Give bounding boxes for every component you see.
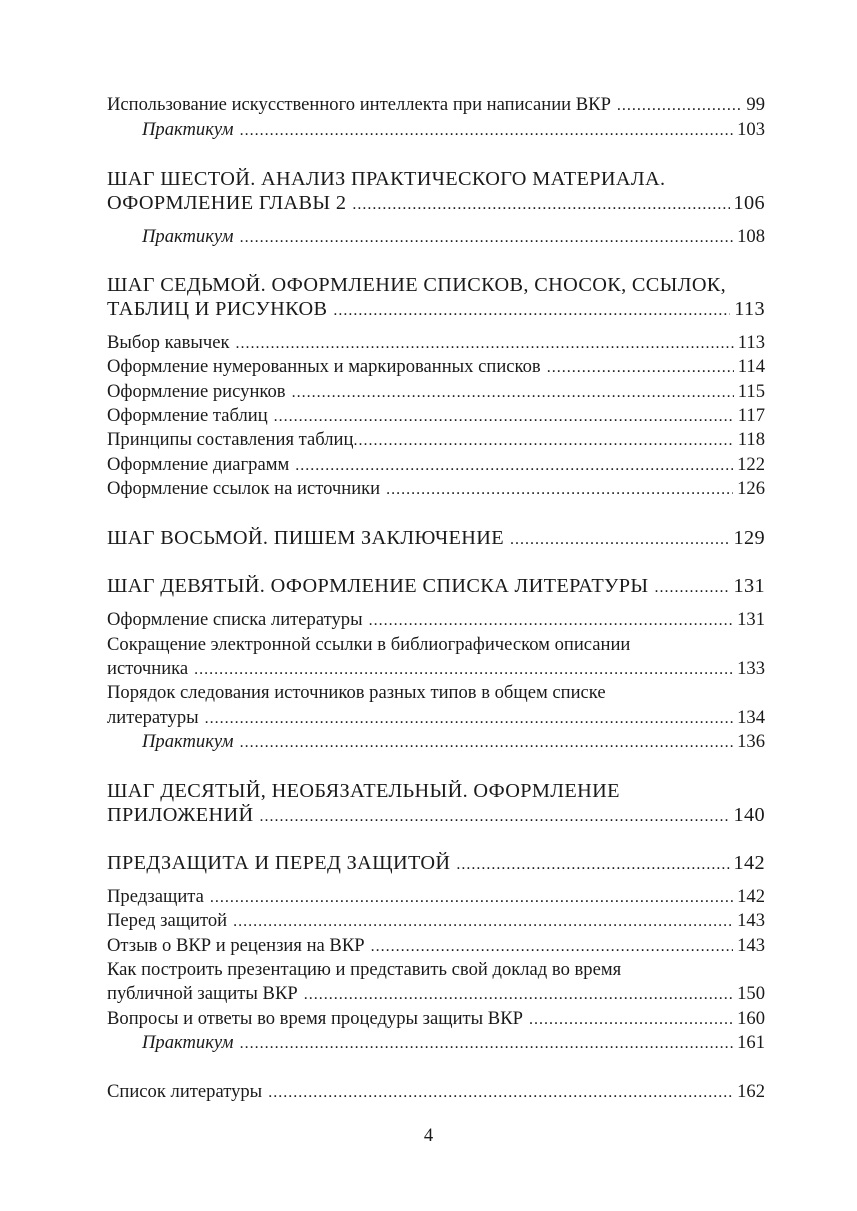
dot-leader <box>240 1032 734 1056</box>
toc-entry-praktikum[interactable] <box>107 118 765 143</box>
toc-entry-title: Сокращение электронной ссылки в библиографическом описании <box>107 634 631 655</box>
dot-leader <box>194 658 733 682</box>
toc-entry-praktikum[interactable] <box>107 730 765 755</box>
toc-chapter-title: ШАГ ДЕВЯТЫЙ. ОФОРМЛЕНИЕ СПИСКА ЛИТЕРАТУРЫ <box>107 575 649 597</box>
toc-page-number: 103 <box>737 119 765 140</box>
dot-leader <box>274 405 734 429</box>
toc-chapter-title: ШАГ ШЕСТОЙ. АНАЛИЗ ПРАКТИЧЕСКОГО МАТЕРИАЛА. <box>107 168 666 190</box>
toc-entry-title: Отзыв о ВКР и рецензия на ВКР <box>107 935 365 956</box>
toc-entry-title: Практикум <box>142 731 234 752</box>
toc-page-number: 129 <box>733 527 765 549</box>
toc-chapter-predzaschita[interactable] <box>107 851 765 877</box>
dot-leader <box>295 454 733 478</box>
toc-chapter-title: ПРЕДЗАЩИТА И ПЕРЕД ЗАЩИТОЙ <box>107 852 451 874</box>
toc-entry-bibliography[interactable] <box>107 1080 765 1105</box>
toc-entry-title: Практикум <box>142 119 234 140</box>
toc-page-number: 133 <box>737 658 765 679</box>
toc-entry-references[interactable] <box>107 477 765 502</box>
dot-leader <box>353 429 733 453</box>
toc-entry-title: Как построить презентацию и представить свой доклад во время <box>107 959 622 980</box>
toc-page-number: 143 <box>737 935 765 956</box>
dot-leader <box>371 935 734 959</box>
toc-page-number: 134 <box>737 707 765 728</box>
toc-entry-title: Практикум <box>142 226 234 247</box>
toc-entry-figures[interactable] <box>107 380 765 405</box>
toc-page-number: 131 <box>733 575 765 597</box>
toc-chapter-step10[interactable] <box>107 803 765 829</box>
toc-page-number: 113 <box>734 298 765 320</box>
dot-leader <box>529 1008 733 1032</box>
toc-entry-title: Оформление диаграмм <box>107 454 290 475</box>
toc-page-number: 140 <box>733 804 765 826</box>
toc-chapter-title: ШАГ СЕДЬМОЙ. ОФОРМЛЕНИЕ СПИСКОВ, СНОСОК, ССЫЛОК, <box>107 274 727 296</box>
toc-page-number: 115 <box>737 381 765 402</box>
dot-leader <box>654 576 729 600</box>
toc-chapter-title: ТАБЛИЦ И РИСУНКОВ <box>107 298 328 320</box>
dot-leader <box>547 356 734 380</box>
dot-leader <box>386 478 733 502</box>
toc-chapter-title: ПРИЛОЖЕНИЙ <box>107 804 254 826</box>
toc-entry-lit-list[interactable] <box>107 608 765 633</box>
toc-entry-title: Оформление таблиц <box>107 405 268 426</box>
dot-leader <box>240 119 734 143</box>
toc-page-number: 99 <box>746 94 765 115</box>
toc-entry-quotes[interactable] <box>107 331 765 356</box>
toc-page-number: 142 <box>737 886 765 907</box>
dot-leader <box>236 332 734 356</box>
toc-page-number: 131 <box>737 609 765 630</box>
dot-leader <box>240 226 734 250</box>
toc-entry-title: Оформление ссылок на источники <box>107 478 381 499</box>
toc-chapter-title: ОФОРМЛЕНИЕ ГЛАВЫ 2 <box>107 192 347 214</box>
toc-entry-short-link-line1[interactable] <box>107 633 765 657</box>
toc-entry-tables[interactable] <box>107 404 765 429</box>
toc-page-number: 117 <box>737 405 765 426</box>
toc-chapter-step8[interactable] <box>107 526 765 552</box>
dot-leader <box>617 94 742 118</box>
toc-page-number: 118 <box>737 429 765 450</box>
toc-entry-source-order[interactable] <box>107 706 765 731</box>
toc-entry-title: Практикум <box>142 1032 234 1053</box>
toc-entry-title: Принципы составления таблиц <box>107 429 354 450</box>
toc-page-number: 106 <box>733 192 765 214</box>
toc-entry-presentation-line1[interactable] <box>107 958 765 982</box>
toc-entry-title: источника <box>107 658 189 679</box>
toc-chapter-title: ШАГ ВОСЬМОЙ. ПИШЕМ ЗАКЛЮЧЕНИЕ <box>107 527 504 549</box>
toc-chapter-step10-line1[interactable] <box>107 779 765 803</box>
dot-leader <box>510 528 730 552</box>
toc-entry-title: Оформление рисунков <box>107 381 286 402</box>
dot-leader <box>352 193 729 217</box>
toc-page-number: 113 <box>737 332 765 353</box>
dot-leader <box>292 381 734 405</box>
toc-entry-review[interactable] <box>107 934 765 959</box>
toc-page-number: 122 <box>737 454 765 475</box>
toc-entry-title: литературы <box>107 707 199 728</box>
toc-page-number: 160 <box>737 1008 765 1029</box>
dot-leader <box>210 886 733 910</box>
toc-page-number: 114 <box>737 356 765 377</box>
dot-leader <box>369 609 734 633</box>
toc-entry-presentation[interactable] <box>107 982 765 1007</box>
toc-chapter-step6-line1[interactable] <box>107 167 765 191</box>
dot-leader <box>259 805 729 829</box>
toc-page-number: 162 <box>737 1081 765 1102</box>
toc-page-number: 142 <box>733 852 765 874</box>
toc-page-number: 136 <box>737 731 765 752</box>
toc-chapter-step7-line1[interactable] <box>107 273 765 297</box>
dot-leader <box>456 853 729 877</box>
toc-entry-source-order-line1[interactable] <box>107 681 765 705</box>
dot-leader <box>304 983 733 1007</box>
toc-entry-before-defense[interactable] <box>107 909 765 934</box>
dot-leader <box>333 299 730 323</box>
page-number: 4 <box>423 1125 434 1146</box>
toc-entry-qa[interactable] <box>107 1007 765 1032</box>
toc-page-number: 108 <box>737 226 765 247</box>
toc-page-number: 150 <box>737 983 765 1004</box>
toc-entry-title: Перед защитой <box>107 910 228 931</box>
dot-leader <box>205 707 733 731</box>
dot-leader <box>268 1081 733 1105</box>
toc-entry-ai-usage[interactable] <box>107 93 765 118</box>
toc-entry-title: Предзащита <box>107 886 204 907</box>
toc-entry-title: Выбор кавычек <box>107 332 230 353</box>
toc-chapter-step9[interactable] <box>107 574 765 600</box>
toc-entry-table-principles[interactable] <box>107 428 765 453</box>
toc-entry-lists[interactable] <box>107 355 765 380</box>
toc-entry-praktikum[interactable] <box>107 225 765 250</box>
toc-entry-title: Оформление списка литературы <box>107 609 363 630</box>
toc-entry-title: публичной защиты ВКР <box>107 983 298 1004</box>
toc-entry-title: Вопросы и ответы во время процедуры защиты ВКР <box>107 1008 523 1029</box>
toc-entry-title: Оформление нумерованных и маркированных списков <box>107 356 541 377</box>
dot-leader <box>240 731 734 755</box>
toc-entry-praktikum[interactable] <box>107 1031 765 1056</box>
toc-entry-title: Использование искусственного интеллекта при написании ВКР <box>107 94 611 115</box>
toc-entry-diagrams[interactable] <box>107 453 765 478</box>
toc-page-number: 161 <box>737 1032 765 1053</box>
toc-page-number: 126 <box>737 478 765 499</box>
toc-chapter-step7[interactable] <box>107 297 765 323</box>
dot-leader <box>233 910 733 934</box>
toc-entry-title: Список литературы <box>107 1081 263 1102</box>
toc-entry-title: Порядок следования источников разных типов в общем списке <box>107 682 606 703</box>
toc-chapter-step6[interactable] <box>107 191 765 217</box>
toc-page-number: 143 <box>737 910 765 931</box>
toc-entry-short-link[interactable] <box>107 657 765 682</box>
toc-chapter-title: ШАГ ДЕСЯТЫЙ, НЕОБЯЗАТЕЛЬНЫЙ. ОФОРМЛЕНИЕ <box>107 780 620 802</box>
toc-entry-predzaschita[interactable] <box>107 885 765 910</box>
